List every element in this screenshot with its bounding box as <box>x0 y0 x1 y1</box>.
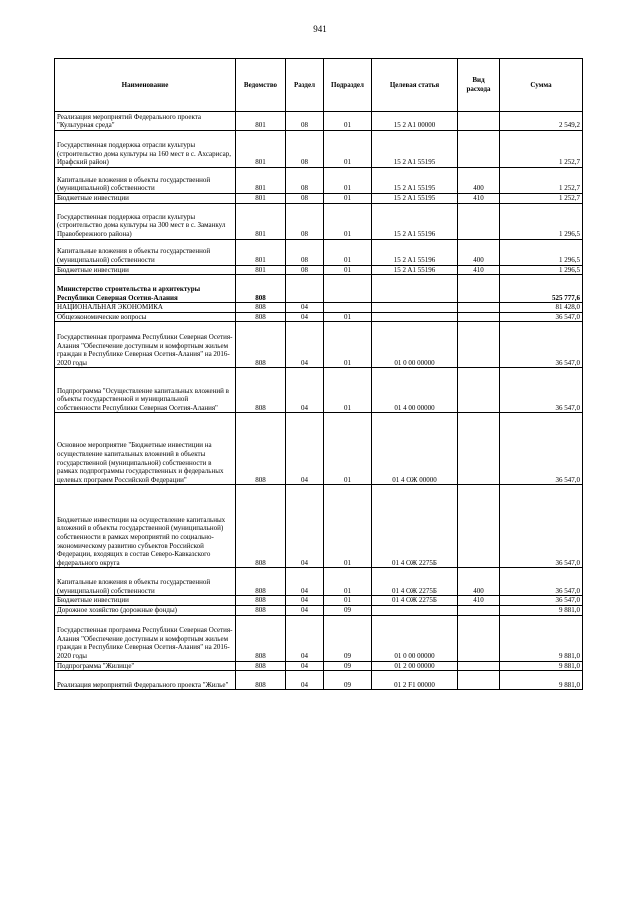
row-podrazdel-cell: 01 <box>324 203 372 239</box>
row-name-cell: Государственная поддержка отрасли культуры (строительство дома культуры на 300 мест в с. Заманкул Правобережного района) <box>55 203 236 239</box>
row-vid-cell <box>458 303 500 313</box>
row-ved-cell: 801 <box>236 203 286 239</box>
table-row <box>55 413 583 485</box>
table-row <box>55 368 583 413</box>
row-summa-cell: 9 881,0 <box>500 671 583 690</box>
table-row <box>55 112 583 131</box>
row-razdel-cell: 04 <box>286 485 324 568</box>
row-statya-cell: 01 2 F1 00000 <box>372 671 458 690</box>
row-statya-cell: 01 4 ОЖ 2275Б <box>372 596 458 606</box>
row-ved-cell: 808 <box>236 303 286 313</box>
row-name-cell: Государственная программа Республики Северная Осетия-Алания "Обеспечение доступным и комфортным жильем граждан в Республике Северная Осетия-Алания" на 2016-2020 годы <box>55 615 236 661</box>
row-vid-cell <box>458 671 500 690</box>
table-row <box>55 265 583 275</box>
row-podrazdel-cell: 09 <box>324 661 372 671</box>
row-summa-cell: 36 547,0 <box>500 322 583 368</box>
row-name-cell: Бюджетные инвестиции <box>55 596 236 606</box>
row-ved-cell: 808 <box>236 485 286 568</box>
table-row <box>55 239 583 265</box>
column-header: Ведомство <box>236 59 286 112</box>
row-summa-cell: 1 296,5 <box>500 239 583 265</box>
row-razdel-cell: 04 <box>286 605 324 615</box>
row-vid-cell <box>458 131 500 168</box>
row-razdel-cell: 04 <box>286 661 324 671</box>
row-name-cell: Подпрограмма "Осуществление капитальных вложений в объекты государственной и муниципальной собственности Республики Северная Осетия-Алания" <box>55 368 236 413</box>
row-summa-cell: 36 547,0 <box>500 568 583 596</box>
row-summa-cell: 1 252,7 <box>500 131 583 168</box>
table-row <box>55 168 583 194</box>
column-header: Подраздел <box>324 59 372 112</box>
row-vid-cell: 410 <box>458 596 500 606</box>
row-vid-cell: 400 <box>458 568 500 596</box>
table-row <box>55 194 583 204</box>
row-statya-cell: 15 2 A1 55195 <box>372 168 458 194</box>
row-razdel-cell: 04 <box>286 596 324 606</box>
row-ved-cell: 801 <box>236 112 286 131</box>
row-ved-cell: 808 <box>236 596 286 606</box>
row-razdel-cell: 08 <box>286 112 324 131</box>
row-razdel-cell: 04 <box>286 615 324 661</box>
row-summa-cell: 36 547,0 <box>500 413 583 485</box>
table-row <box>55 568 583 596</box>
row-vid-cell <box>458 615 500 661</box>
column-header: Наименование <box>55 59 236 112</box>
row-ved-cell: 808 <box>236 322 286 368</box>
row-name-cell: Дорожное хозяйство (дорожные фонды) <box>55 605 236 615</box>
row-summa-cell: 9 881,0 <box>500 605 583 615</box>
row-ved-cell: 808 <box>236 661 286 671</box>
row-vid-cell <box>458 485 500 568</box>
table-row <box>55 303 583 313</box>
row-statya-cell: 01 4 ОЖ 00000 <box>372 413 458 485</box>
row-razdel-cell: 04 <box>286 568 324 596</box>
row-ved-cell: 808 <box>236 605 286 615</box>
row-ved-cell: 808 <box>236 615 286 661</box>
row-summa-cell: 2 549,2 <box>500 112 583 131</box>
column-header: Раздел <box>286 59 324 112</box>
row-razdel-cell: 04 <box>286 413 324 485</box>
row-podrazdel-cell: 01 <box>324 368 372 413</box>
row-podrazdel-cell: 01 <box>324 413 372 485</box>
row-name-cell: Капитальные вложения в объекты государственной (муниципальной) собственности <box>55 568 236 596</box>
row-podrazdel-cell: 01 <box>324 131 372 168</box>
row-statya-cell: 01 4 00 00000 <box>372 368 458 413</box>
row-name-cell: Реализация мероприятий Федерального проекта "Жилье" <box>55 671 236 690</box>
row-vid-cell <box>458 322 500 368</box>
row-summa-cell: 1 252,7 <box>500 168 583 194</box>
row-podrazdel-cell <box>324 275 372 303</box>
row-podrazdel-cell: 01 <box>324 239 372 265</box>
row-summa-cell: 36 547,0 <box>500 596 583 606</box>
row-name-cell: Капитальные вложения в объекты государственной (муниципальной) собственности <box>55 239 236 265</box>
row-summa-cell: 9 881,0 <box>500 615 583 661</box>
row-ved-cell: 808 <box>236 568 286 596</box>
table-row <box>55 203 583 239</box>
row-summa-cell: 9 881,0 <box>500 661 583 671</box>
row-ved-cell: 801 <box>236 239 286 265</box>
row-vid-cell: 400 <box>458 168 500 194</box>
row-summa-cell: 1 296,5 <box>500 265 583 275</box>
row-summa-cell: 1 252,7 <box>500 194 583 204</box>
row-vid-cell <box>458 112 500 131</box>
row-vid-cell <box>458 413 500 485</box>
table-row <box>55 605 583 615</box>
row-podrazdel-cell: 01 <box>324 194 372 204</box>
row-ved-cell: 808 <box>236 312 286 322</box>
row-razdel-cell: 08 <box>286 203 324 239</box>
row-statya-cell <box>372 275 458 303</box>
row-vid-cell <box>458 661 500 671</box>
row-statya-cell: 01 2 00 00000 <box>372 661 458 671</box>
row-vid-cell <box>458 203 500 239</box>
row-ved-cell: 808 <box>236 671 286 690</box>
row-summa-cell: 525 777,6 <box>500 275 583 303</box>
row-name-cell: Бюджетные инвестиции <box>55 194 236 204</box>
row-statya-cell <box>372 303 458 313</box>
row-name-cell: Бюджетные инвестиции <box>55 265 236 275</box>
row-podrazdel-cell: 09 <box>324 615 372 661</box>
row-razdel-cell: 08 <box>286 239 324 265</box>
row-statya-cell <box>372 312 458 322</box>
row-name-cell: Бюджетные инвестиции на осуществление капитальных вложений в объекты государственной (муниципальной) собственности в рамках мероприятий по социально-экономическому развитию субъектов Российской Федерации, входящих в состав Северо-Кавказского федерального округа <box>55 485 236 568</box>
row-podrazdel-cell: 01 <box>324 265 372 275</box>
row-podrazdel-cell: 01 <box>324 112 372 131</box>
row-name-cell: Государственная программа Республики Северная Осетия-Алания "Обеспечение доступным и комфортным жильем граждан в Республике Северная Осетия-Алания" на 2016-2020 годы <box>55 322 236 368</box>
row-podrazdel-cell <box>324 303 372 313</box>
row-name-cell: Общеэкономические вопросы <box>55 312 236 322</box>
table-row <box>55 615 583 661</box>
row-summa-cell: 81 428,0 <box>500 303 583 313</box>
row-ved-cell: 801 <box>236 131 286 168</box>
row-ved-cell: 801 <box>236 265 286 275</box>
row-vid-cell <box>458 312 500 322</box>
row-statya-cell: 15 2 A1 00000 <box>372 112 458 131</box>
row-vid-cell <box>458 275 500 303</box>
row-statya-cell <box>372 605 458 615</box>
row-ved-cell: 808 <box>236 275 286 303</box>
row-razdel-cell: 04 <box>286 303 324 313</box>
row-razdel-cell: 04 <box>286 322 324 368</box>
row-razdel-cell: 04 <box>286 312 324 322</box>
table-header-row <box>55 59 583 112</box>
page-number: 941 <box>313 24 327 34</box>
row-ved-cell: 801 <box>236 194 286 204</box>
row-podrazdel-cell: 01 <box>324 568 372 596</box>
row-statya-cell: 15 2 A1 55195 <box>372 194 458 204</box>
row-podrazdel-cell: 01 <box>324 312 372 322</box>
row-podrazdel-cell: 09 <box>324 605 372 615</box>
column-header: Сумма <box>500 59 583 112</box>
row-summa-cell: 1 296,5 <box>500 203 583 239</box>
row-name-cell: Министерство строительства и архитектуры Республики Северная Осетия-Алания <box>55 275 236 303</box>
row-name-cell: Основное мероприятие "Бюджетные инвестиции на осуществление капитальных вложений в объекты государственной (муниципальной) собственности в рамках подпрограммы государственных и федеральных целевых программ Российской Федерации" <box>55 413 236 485</box>
row-summa-cell: 36 547,0 <box>500 368 583 413</box>
row-name-cell: Государственная поддержка отрасли культуры (строительство дома культуры на 160 мест в с. Ахсарисар, Ирафский район) <box>55 131 236 168</box>
table-row <box>55 671 583 690</box>
row-statya-cell: 01 4 ОЖ 2275Б <box>372 568 458 596</box>
row-statya-cell: 01 0 00 00000 <box>372 322 458 368</box>
row-ved-cell: 801 <box>236 168 286 194</box>
row-razdel-cell: 04 <box>286 671 324 690</box>
row-razdel-cell: 08 <box>286 168 324 194</box>
row-statya-cell: 01 4 ОЖ 2275Б <box>372 485 458 568</box>
row-vid-cell: 410 <box>458 265 500 275</box>
table-row <box>55 131 583 168</box>
table-row <box>55 661 583 671</box>
row-podrazdel-cell: 01 <box>324 596 372 606</box>
row-name-cell: Капитальные вложения в объекты государственной (муниципальной) собственности <box>55 168 236 194</box>
table-row <box>55 312 583 322</box>
row-name-cell: Реализация мероприятий Федерального проекта "Культурная среда" <box>55 112 236 131</box>
row-vid-cell <box>458 368 500 413</box>
table-row <box>55 596 583 606</box>
table-row <box>55 322 583 368</box>
row-ved-cell: 808 <box>236 368 286 413</box>
table-row <box>55 275 583 303</box>
row-statya-cell: 15 2 A1 55195 <box>372 131 458 168</box>
row-statya-cell: 15 2 A1 55196 <box>372 239 458 265</box>
row-razdel-cell <box>286 275 324 303</box>
row-podrazdel-cell: 01 <box>324 485 372 568</box>
row-vid-cell: 400 <box>458 239 500 265</box>
row-vid-cell <box>458 605 500 615</box>
row-razdel-cell: 08 <box>286 131 324 168</box>
column-header: Целевая статья <box>372 59 458 112</box>
column-header: Вид расхода <box>458 59 500 112</box>
row-vid-cell: 410 <box>458 194 500 204</box>
row-summa-cell: 36 547,0 <box>500 312 583 322</box>
row-statya-cell: 15 2 A1 55196 <box>372 265 458 275</box>
row-name-cell: Подпрограмма "Жилище" <box>55 661 236 671</box>
row-statya-cell: 15 2 A1 55196 <box>372 203 458 239</box>
table-row <box>55 485 583 568</box>
row-ved-cell: 808 <box>236 413 286 485</box>
row-name-cell: НАЦИОНАЛЬНАЯ ЭКОНОМИКА <box>55 303 236 313</box>
row-podrazdel-cell: 09 <box>324 671 372 690</box>
row-razdel-cell: 08 <box>286 194 324 204</box>
row-statya-cell: 01 0 00 00000 <box>372 615 458 661</box>
budget-table <box>54 58 583 690</box>
row-razdel-cell: 08 <box>286 265 324 275</box>
row-razdel-cell: 04 <box>286 368 324 413</box>
row-summa-cell: 36 547,0 <box>500 485 583 568</box>
row-podrazdel-cell: 01 <box>324 168 372 194</box>
row-podrazdel-cell: 01 <box>324 322 372 368</box>
